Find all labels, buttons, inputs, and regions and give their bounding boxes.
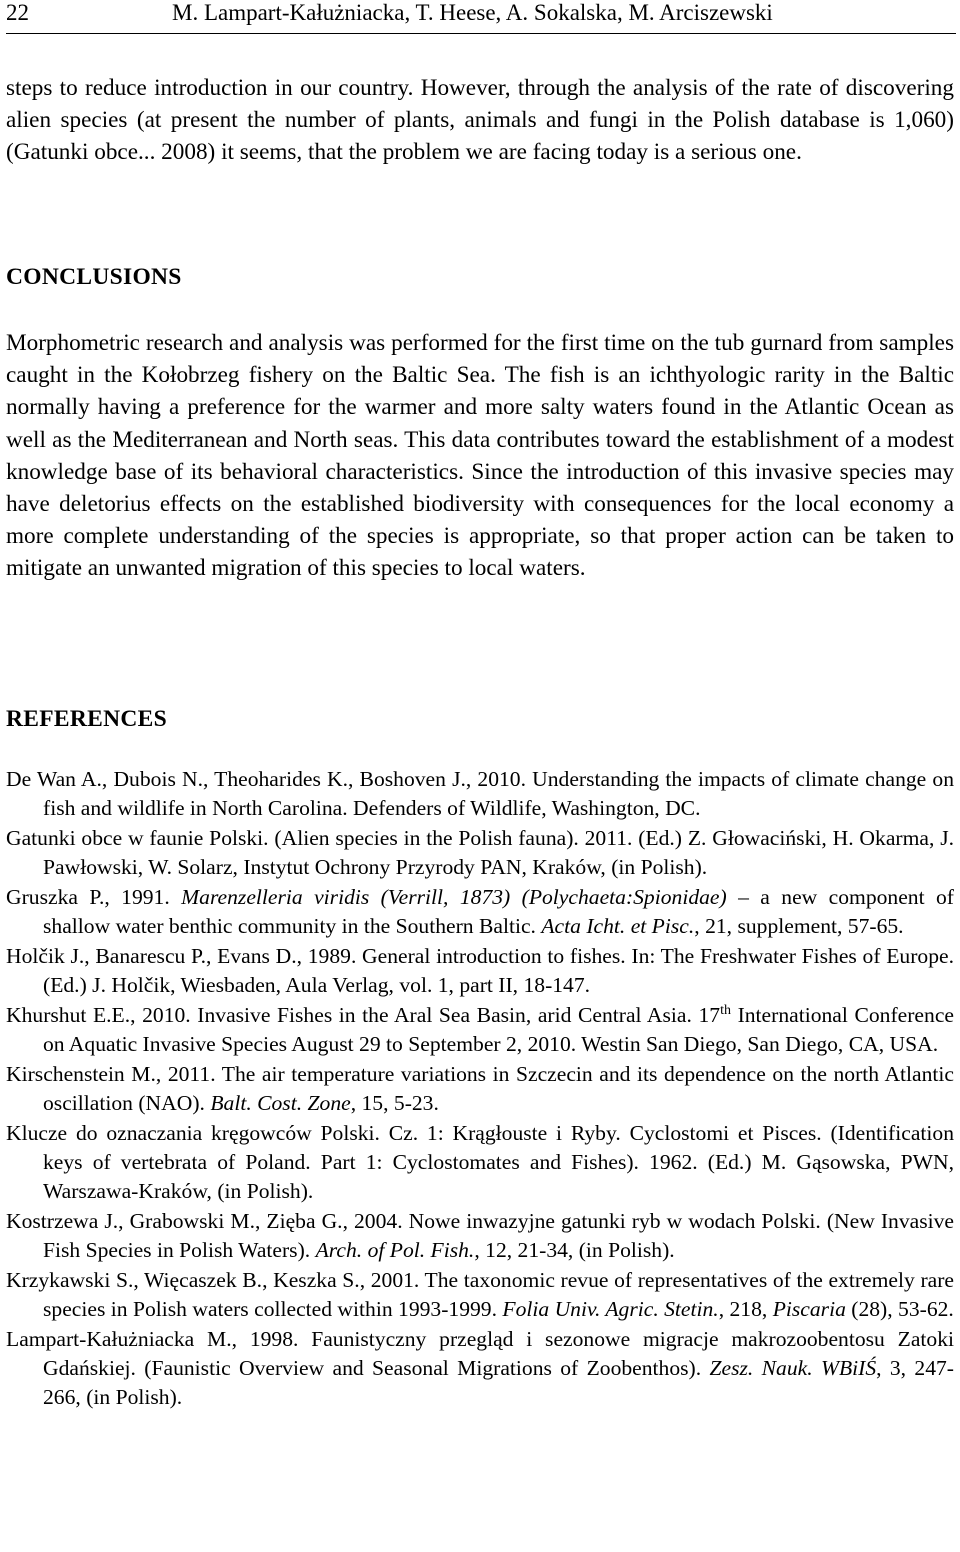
reference-text: , 3, 247-266, (in Polish). — [43, 1355, 954, 1409]
reference-text: Klucze do oznaczania kręgowców Polski. Cz. 1: Krągłouste i Ryby. Cyclostomi et Pisces. (Identification keys of vertebrata of Poland. Part 1: Cyclostomates and Fishes). 1962. (Ed.) M. Gąsowska, PWN, Warszawa-Kraków, (in Polish). — [6, 1121, 954, 1203]
reference-item — [6, 1001, 954, 1059]
reference-text: (28), 53-62. — [845, 1296, 954, 1321]
reference-journal: Acta Icht. et Pisc. — [541, 913, 695, 938]
reference-text: , 21, supplement, 57-65. — [694, 913, 904, 938]
reference-text: , 15, 5-23. — [350, 1090, 439, 1115]
reference-item — [6, 1325, 954, 1412]
page-number: 22 — [6, 0, 29, 25]
conclusions-paragraph: Morphometric research and analysis was performed for the first time on the tub gurnard from samples caught in the Kołobrzeg fishery on the Baltic Sea. The fish is an ichthyologic rarity in the Baltic normally having a preference for the warmer and more salty waters found in the Atlantic Ocean as well as the Mediterranean and North seas. This data contributes toward the establishment of a modest knowledge base of its behavioral characteristics. Since the introduction of this invasive species may have deletorius effects on the established biodiversity with consequences for the local economy a more complete understanding of the species is appropriate, so that proper action can be taken to mitigate an unwanted migration of this species to local waters. — [6, 330, 954, 582]
header-authors: M. Lampart-Kałużniacka, T. Heese, A. Sokalska, M. Arciszewski — [172, 0, 773, 25]
reference-text: Kirschenstein M., 2011. The air temperature variations in Szczecin and its dependence on the north Atlantic oscillation (NAO). — [6, 1062, 954, 1115]
intro-paragraph: steps to reduce introduction in our country. However, through the analysis of the rate of discovering alien species (at present the number of plants, animals and fungi in the Polish database is 1,060) (Gatunki obce... 2008) it seems, that the problem we are facing today is a serious one. — [6, 75, 954, 166]
reference-text: De Wan A., Dubois N., Theoharides K., Boshoven J., 2010. Understanding the impacts of climate change on fish and wildlife in North Carolina. Defenders of Wildlife, Washington, DC. — [6, 767, 954, 820]
reference-item — [6, 883, 954, 941]
reference-text: Gruszka P., 1991. — [6, 885, 182, 909]
reference-item — [6, 1266, 954, 1324]
reference-journal: Arch. of Pol. Fish. — [315, 1237, 475, 1262]
reference-journal: Zesz. Nauk. WBiIŚ — [709, 1355, 877, 1380]
reference-item — [6, 942, 954, 1000]
reference-text: Kostrzewa J., Grabowski M., Zięba G., 2004. Nowe inwazyjne gatunki ryb w wodach Polski. (New Invasive Fish Species in Polish Waters). — [6, 1208, 954, 1262]
running-header — [6, 0, 956, 30]
reference-list — [6, 765, 954, 1413]
reference-item — [6, 1060, 954, 1118]
reference-text: , 218, — [718, 1296, 773, 1321]
reference-item — [6, 1119, 954, 1206]
reference-text: – a new component of shallow water benthic community in the Southern Baltic. — [43, 885, 954, 938]
reference-text: Khurshut E.E., 2010. Invasive Fishes in the Aral Sea Basin, arid Central Asia. 17 — [6, 1003, 721, 1027]
conclusions-heading: CONCLUSIONS — [6, 264, 182, 290]
reference-text: Gatunki obce w faunie Polski. (Alien species in the Polish fauna). 2011. (Ed.) Z. Głowaciński, H. Okarma, J. Pawłowski, W. Solarz, Instytut Ochrony Przyrody PAN, Kraków, (in Polish). — [6, 826, 954, 879]
reference-text: Krzykawski S., Więcaszek B., Keszka S., 2001. The taxonomic revue of representatives of the extremely rare species in Polish waters collected within 1993-1999. — [6, 1267, 954, 1321]
reference-journal: Balt. Cost. Zone — [210, 1090, 351, 1115]
reference-text: International Conference on Aquatic Invasive Species August 29 to September 2, 2010. Westin San Diego, San Diego, CA, USA. — [43, 1003, 954, 1056]
reference-text: , 12, 21-34, (in Polish). — [474, 1237, 675, 1262]
reference-text: Holčik J., Banarescu P., Evans D., 1989. General introduction to fishes. In: The Freshwater Fishes of Europe. (Ed.) J. Holčik, Wiesbaden, Aula Verlag, vol. 1, part II, 18-147. — [6, 944, 954, 997]
reference-item — [6, 1207, 954, 1265]
ordinal-superscript: th — [720, 1002, 731, 1018]
reference-title-italic: Marenzelleria viridis (Verrill, 1873) (Polychaeta:Spionidae) — [181, 885, 727, 909]
reference-item — [6, 824, 954, 882]
reference-item — [6, 765, 954, 823]
header-rule — [6, 33, 956, 34]
reference-journal: Folia Univ. Agric. Stetin. — [502, 1296, 719, 1321]
reference-journal: Piscaria — [772, 1296, 846, 1321]
reference-text: Lampart-Kałużniacka M., 1998. Faunistyczny przegląd i sezonowe migracje makrozoobentosu Zatoki Gdańskiej. (Faunistic Overview and Seasonal Migrations of Zoobenthos). — [6, 1326, 954, 1380]
references-heading: REFERENCES — [6, 706, 168, 732]
